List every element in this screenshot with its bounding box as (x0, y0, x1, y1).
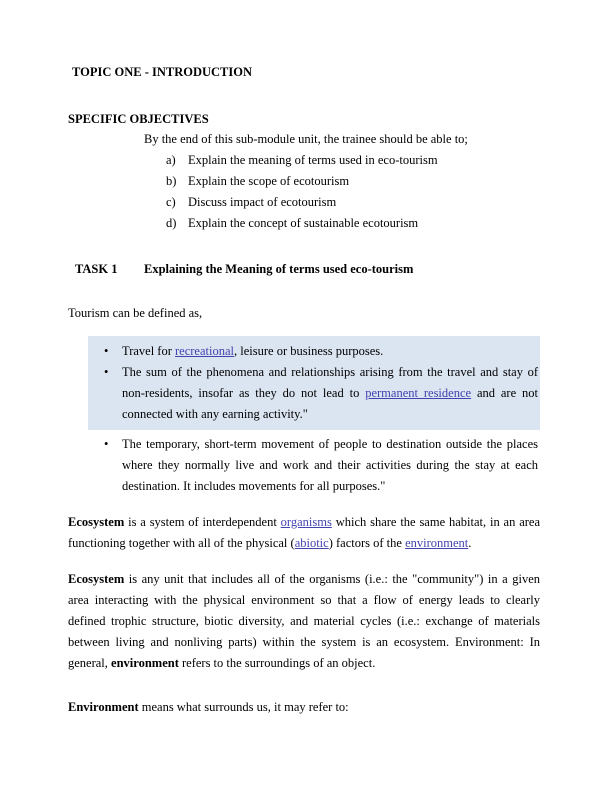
list-item (166, 150, 540, 171)
text-run: refers to the surroundings of an object. (178, 656, 376, 670)
list-item (166, 171, 540, 192)
topic-heading: TOPIC ONE - INTRODUCTION (72, 65, 252, 79)
list-item-text: Discuss impact of ecotourism (188, 195, 337, 209)
ecosystem-definition-1 (68, 512, 540, 554)
text-run: , leisure or business purposes. (234, 344, 384, 358)
bullet-text (122, 434, 540, 497)
bullet-icon: • (104, 365, 109, 379)
highlighted-bullet-list (88, 336, 540, 430)
hyperlink-permanent-residence[interactable]: permanent residence (365, 386, 472, 400)
list-marker: b) (166, 174, 177, 188)
objectives-intro: By the end of this sub-module unit, the trainee should be able to; (144, 132, 468, 146)
list-item (104, 341, 540, 362)
bold-term: Environment (68, 700, 139, 714)
list-marker: d) (166, 216, 177, 230)
objectives-list (68, 150, 540, 234)
list-item (104, 434, 540, 497)
list-item-text: Explain the concept of sustainable ecotourism (188, 216, 419, 230)
text-run: The temporary, short-term movement of people to destination outside the places where they normally live and work and their activities during the stay at each destination. It includes movements for all purposes." (122, 437, 538, 493)
list-item (104, 362, 540, 425)
hyperlink-organisms[interactable]: organisms (280, 515, 332, 529)
ecosystem-definition-2 (68, 569, 540, 674)
bold-term: environment (111, 656, 179, 670)
hyperlink-abiotic[interactable]: abiotic (294, 536, 329, 550)
text-run: means what surrounds us, it may refer to: (138, 700, 349, 714)
task-title: Explaining the Meaning of terms used eco-tourism (144, 262, 414, 276)
text-run: The sum of the phenomena and relationships arising from the travel and stay of non-residents, insofar as they do not lead to (122, 365, 538, 400)
bullet-icon: • (104, 344, 109, 358)
hyperlink-environment[interactable]: environment (405, 536, 469, 550)
task-label: TASK 1 (75, 262, 118, 276)
bullet-text (122, 341, 540, 362)
list-marker: a) (166, 153, 176, 167)
list-item-text: Explain the meaning of terms used in eco-tourism (188, 153, 438, 167)
tourism-definition-intro: Tourism can be defined as, (68, 306, 203, 320)
bold-term: Ecosystem (68, 515, 125, 529)
task-heading (75, 259, 540, 280)
specific-objectives-heading: SPECIFIC OBJECTIVES (68, 112, 209, 126)
list-item (166, 192, 540, 213)
bullet-icon: • (104, 437, 109, 451)
bullet-text (122, 362, 540, 425)
text-run: ) factors of the (328, 536, 406, 550)
text-run: and are not connected with any earning activity." (122, 386, 538, 421)
text-run: is any unit that includes all of the organisms (i.e.: the "community") in a given area interacting with the physical environment so that a flow of energy leads to clearly defined trophic structure, biotic diversity, and material cycles (i.e.: exchange of materials between living and nonliving parts) within the system is an ecosystem. Environment: In general, (68, 572, 540, 670)
text-run: is a system of interdependent (124, 515, 281, 529)
bold-term: Ecosystem (68, 572, 125, 586)
bullet-list (68, 434, 540, 497)
list-item-text: Explain the scope of ecotourism (188, 174, 350, 188)
text-run: . (468, 536, 472, 550)
list-item (166, 213, 540, 234)
text-run: which share the same habitat, in an area functioning together with all of the physical ( (68, 515, 541, 550)
text-run: Travel for (122, 344, 176, 358)
hyperlink-recreational[interactable]: recreational (175, 344, 234, 358)
environment-definition-intro (68, 697, 540, 718)
list-marker: c) (166, 195, 176, 209)
